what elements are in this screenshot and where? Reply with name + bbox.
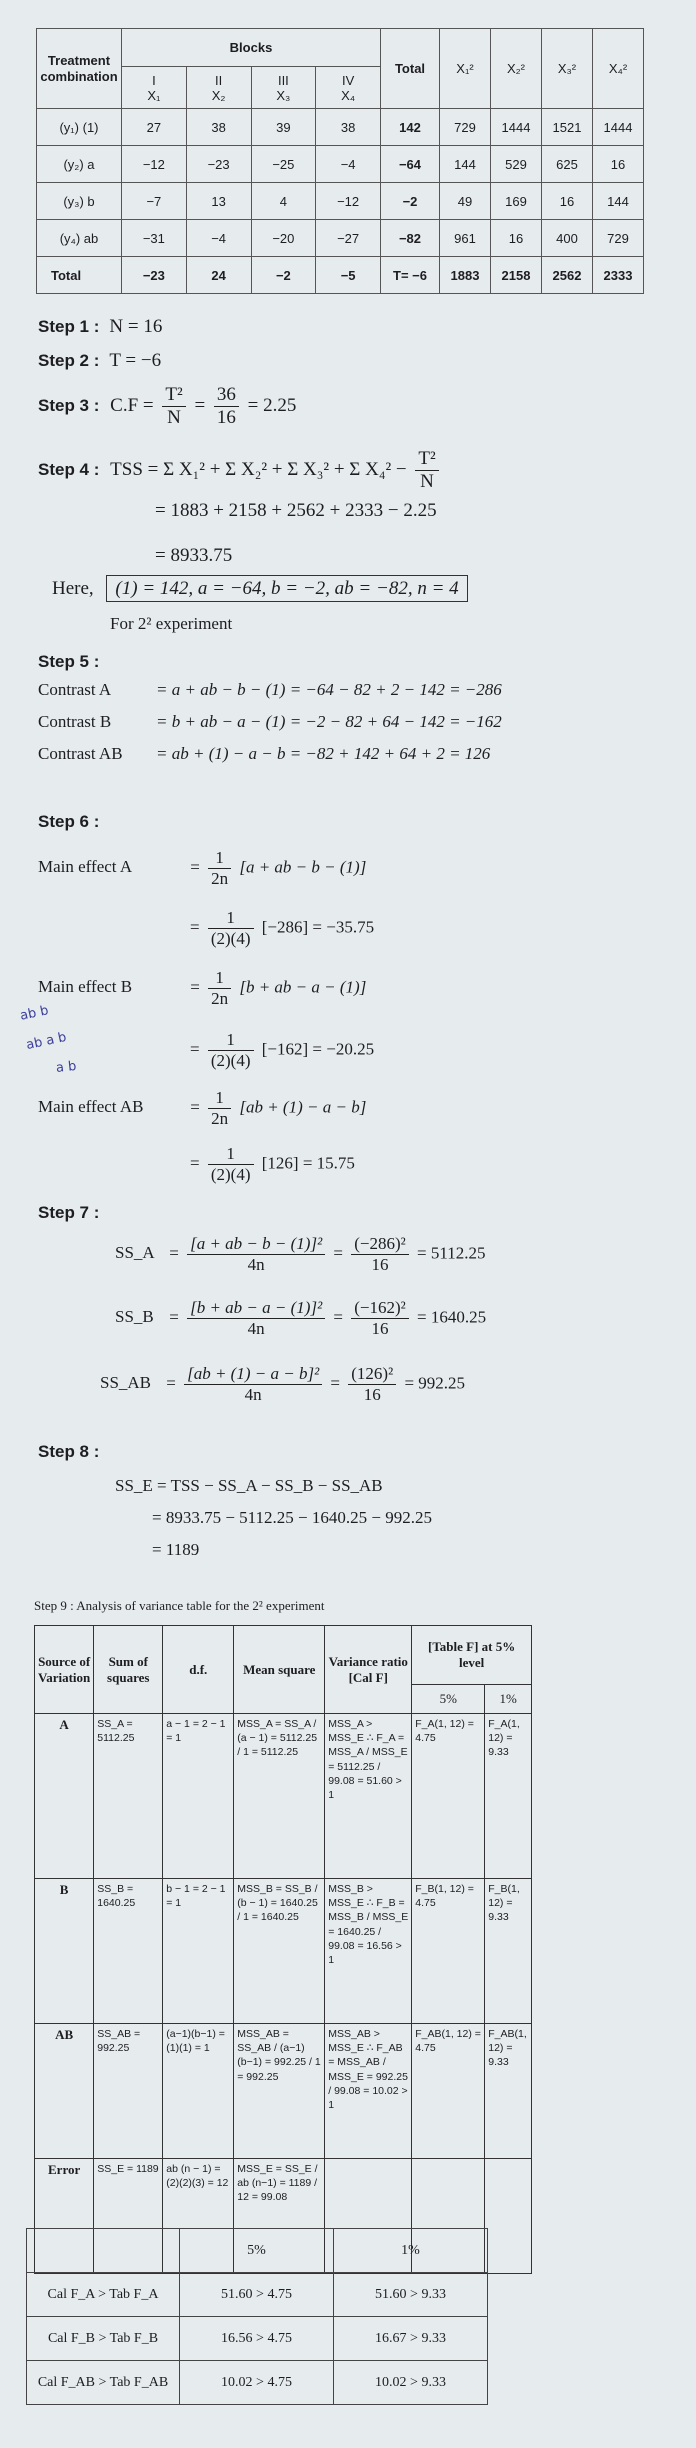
table-cell: 27	[122, 109, 187, 146]
table-cell: 39	[251, 109, 316, 146]
anova-cell-src: A	[35, 1714, 94, 1879]
table-cell: −12	[122, 146, 187, 183]
anova-cell-ss: SS_E = 1189	[94, 2159, 163, 2274]
anova-cell-ss: SS_B = 1640.25	[94, 1879, 163, 2024]
anova-cell-f5: F_AB(1, 12) = 4.75	[412, 2024, 485, 2159]
table-cell: −5	[316, 257, 381, 294]
sse-line-2: = 8933.75 − 5112.25 − 1640.25 − 992.25	[152, 1508, 432, 1527]
table-cell: 16	[491, 220, 542, 257]
table-cell: 142	[381, 109, 440, 146]
table-cell: −7	[122, 183, 187, 220]
step-6-label: Step 6 :	[38, 812, 100, 831]
row-label: (y₂) a	[37, 146, 122, 183]
table-row	[37, 183, 644, 220]
step-8-label: Step 8 :	[38, 1442, 100, 1461]
table-cell: 16	[593, 146, 644, 183]
table-cell: −4	[316, 146, 381, 183]
table-cell: −23	[122, 257, 187, 294]
row-label: (y₃) b	[37, 183, 122, 220]
anova-cell-ms: MSS_E = SS_E / ab (n−1) = 1189 / 12 = 99.08	[234, 2159, 325, 2274]
anova-row	[35, 1714, 532, 1879]
for-22-experiment: For 2² experiment	[110, 614, 233, 633]
table-row	[37, 257, 644, 294]
table-cell: 1444	[593, 109, 644, 146]
comparison-cell-v1: 10.02 > 9.33	[334, 2361, 488, 2405]
anova-cell-ms: MSS_AB = SS_AB / (a−1)(b−1) = 992.25 / 1 = 992.25	[234, 2024, 325, 2159]
anova-cell-f1: F_AB(1, 12) = 9.33	[485, 2024, 532, 2159]
comparison-row	[27, 2361, 488, 2405]
table-cell: 2333	[593, 257, 644, 294]
table-cell: 729	[440, 109, 491, 146]
corner-header: Treatment combination	[37, 29, 122, 109]
step-3: Step 3 : C.F = $\frac{\text{T²}}{N}$ = $\frac{36}{16}$ = 2.25	[38, 384, 297, 428]
step-1: Step 1 : N = 16	[38, 316, 163, 337]
anova-cell-src: Error	[35, 2159, 94, 2274]
anova-cell-f1	[485, 2159, 532, 2274]
table-cell: 144	[440, 146, 491, 183]
anova-cell-df: ab (n − 1) = (2)(2)(3) = 12	[163, 2159, 234, 2274]
anova-cell-ss: SS_A = 5112.25	[94, 1714, 163, 1879]
anova-table	[34, 1625, 532, 2274]
contrast-ab: Contrast AB = ab + (1) − a − b = −82 + 142 + 64 + 2 = 126	[38, 744, 491, 763]
ss-ab: SS_AB = $\frac{\text{[ab + (1) − a − b]²}}{4n}$ = $\frac{\text{(126)²}}{16}$ = 992.25	[100, 1364, 466, 1404]
table-cell: −31	[122, 220, 187, 257]
table-cell: −82	[381, 220, 440, 257]
sse-line-1: SS_E = TSS − SS_A − SS_B − SS_AB	[115, 1476, 383, 1495]
anova-h-ms: Mean square	[234, 1626, 325, 1714]
handwritten-note-2: ab a b	[24, 1029, 68, 1054]
table-row	[37, 109, 644, 146]
anova-cell-f1: F_A(1, 12) = 9.33	[485, 1714, 532, 1879]
comparison-table	[26, 2228, 488, 2405]
table-cell: 144	[593, 183, 644, 220]
here-line: Here, (1) = 142, a = −64, b = −2, ab = −82, n = 4	[52, 578, 468, 600]
anova-h-1pct: 1%	[485, 1685, 532, 1714]
anova-row	[35, 2024, 532, 2159]
table-cell: −25	[251, 146, 316, 183]
comparison-cell-v1: 16.67 > 9.33	[334, 2317, 488, 2361]
table-cell: −23	[186, 146, 251, 183]
step-9-caption: Step 9 : Analysis of variance table for the 2² experiment	[34, 1598, 325, 1613]
anova-cell-ms: MSS_B = SS_B / (b − 1) = 1640.25 / 1 = 1640.25	[234, 1879, 325, 2024]
anova-cell-df: a − 1 = 2 − 1 = 1	[163, 1714, 234, 1879]
anova-cell-vr: MSS_B > MSS_E ∴ F_B = MSS_B / MSS_E = 1640.25 / 99.08 = 16.56 > 1	[325, 1879, 412, 2024]
anova-cell-ms: MSS_A = SS_A / (a − 1) = 5112.25 / 1 = 5112.25	[234, 1714, 325, 1879]
cmp-h-1pct: 1%	[334, 2229, 488, 2273]
main-effect-ab-value: = $\frac{1}{(2)(4)}$ [126] = 15.75	[190, 1144, 355, 1184]
table-cell: 1521	[542, 109, 593, 146]
anova-cell-df: b − 1 = 2 − 1 = 1	[163, 1879, 234, 2024]
blocks-header: Blocks	[122, 29, 381, 67]
cmp-h-5pct: 5%	[180, 2229, 334, 2273]
tss-line-3: = 8933.75	[155, 545, 233, 566]
row-label: Total	[37, 257, 122, 294]
anova-cell-vr: MSS_A > MSS_E ∴ F_A = MSS_A / MSS_E = 5112.25 / 99.08 = 51.60 > 1	[325, 1714, 412, 1879]
table-cell: 169	[491, 183, 542, 220]
table-cell: 1883	[440, 257, 491, 294]
ss-a: SS_A = $\frac{\text{[a + ab − b − (1)]²}}{4n}$ = $\frac{\text{(−286)²}}{16}$ = 5112.25	[115, 1234, 486, 1274]
anova-cell-ss: SS_AB = 992.25	[94, 2024, 163, 2159]
comparison-row	[27, 2273, 488, 2317]
table-row	[37, 146, 644, 183]
table-cell: 24	[186, 257, 251, 294]
anova-cell-vr: MSS_AB > MSS_E ∴ F_AB = MSS_AB / MSS_E = 992.25 / 99.08 = 10.02 > 1	[325, 2024, 412, 2159]
cf-value-fraction: $\frac{36}{16}$	[214, 384, 239, 429]
block-col-1: I X₁	[122, 67, 187, 109]
anova-cell-src: B	[35, 1879, 94, 2024]
anova-cell-f5: F_B(1, 12) = 4.75	[412, 1879, 485, 2024]
sq-header-4: X₄²	[593, 29, 644, 109]
table-cell: 16	[542, 183, 593, 220]
table-row	[37, 220, 644, 257]
tss-line-2: = 1883 + 2158 + 2562 + 2333 − 2.25	[155, 500, 437, 521]
main-effect-b-value: = $\frac{1}{(2)(4)}$ [−162] = −20.25	[190, 1030, 375, 1070]
total-header: Total	[381, 29, 440, 109]
anova-h-df: d.f.	[163, 1626, 234, 1714]
anova-h-ss: Sum of squares	[94, 1626, 163, 1714]
comparison-row	[27, 2317, 488, 2361]
handwritten-note-1: ab b	[18, 1003, 50, 1024]
table-cell: 38	[186, 109, 251, 146]
step-4: Step 4 : TSS = Σ X₁² + Σ X₂² + Σ X₃² + Σ X₄² − $\frac{\text{T²}}{N}$	[38, 448, 443, 493]
table-cell: 1444	[491, 109, 542, 146]
table-cell: 49	[440, 183, 491, 220]
sq-header-2: X₂²	[491, 29, 542, 109]
main-effect-a: Main effect A = $\frac{1}{2n}$ [a + ab − b − (1)]	[38, 848, 367, 888]
table-cell: −64	[381, 146, 440, 183]
table-cell: T= −6	[381, 257, 440, 294]
block-col-4: IV X₄	[316, 67, 381, 109]
table-cell: −27	[316, 220, 381, 257]
table-cell: 4	[251, 183, 316, 220]
block-col-2: II X₂	[186, 67, 251, 109]
table-cell: 729	[593, 220, 644, 257]
contrast-a: Contrast A = a + ab − b − (1) = −64 − 82 + 2 − 142 = −286	[38, 680, 502, 699]
table-cell: −20	[251, 220, 316, 257]
anova-row	[35, 1879, 532, 2024]
comparison-cell-v5: 51.60 > 4.75	[180, 2273, 334, 2317]
table-cell: 961	[440, 220, 491, 257]
handwritten-note-3: a b	[55, 1058, 78, 1077]
comparison-cell-lbl: Cal F_B > Tab F_B	[27, 2317, 180, 2361]
comparison-cell-lbl: Cal F_A > Tab F_A	[27, 2273, 180, 2317]
comparison-cell-v1: 51.60 > 9.33	[334, 2273, 488, 2317]
sq-header-1: X₁²	[440, 29, 491, 109]
step-2: Step 2 : T = −6	[38, 350, 162, 371]
table-cell: 625	[542, 146, 593, 183]
table-cell: −12	[316, 183, 381, 220]
table-cell: 13	[186, 183, 251, 220]
comparison-cell-v5: 10.02 > 4.75	[180, 2361, 334, 2405]
main-effect-b: Main effect B = $\frac{1}{2n}$ [b + ab − a − (1)]	[38, 968, 367, 1008]
table-cell: −4	[186, 220, 251, 257]
table-cell: 2562	[542, 257, 593, 294]
sq-header-3: X₃²	[542, 29, 593, 109]
anova-h-vr: Variance ratio [Cal F]	[325, 1626, 412, 1714]
row-label: (y₁) (1)	[37, 109, 122, 146]
main-effect-ab: Main effect AB = $\frac{1}{2n}$ [ab + (1) − a − b]	[38, 1088, 367, 1128]
row-label: (y₄) ab	[37, 220, 122, 257]
anova-h-5pct: 5%	[412, 1685, 485, 1714]
table-cell: 2158	[491, 257, 542, 294]
table-cell: −2	[251, 257, 316, 294]
step-5-label: Step 5 :	[38, 652, 100, 671]
comparison-cell-lbl: Cal F_AB > Tab F_AB	[27, 2361, 180, 2405]
anova-h-tablef: [Table F] at 5% level	[412, 1626, 532, 1685]
main-effect-a-value: = $\frac{1}{(2)(4)}$ [−286] = −35.75	[190, 908, 375, 948]
table-cell: 400	[542, 220, 593, 257]
contrast-b: Contrast B = b + ab − a − (1) = −2 − 82 + 64 − 142 = −162	[38, 712, 502, 731]
anova-cell-df: (a−1)(b−1) = (1)(1) = 1	[163, 2024, 234, 2159]
given-values-box: (1) = 142, a = −64, b = −2, ab = −82, n = 4	[106, 575, 467, 602]
cf-fraction: $\frac{\text{T²}}{N}$	[162, 384, 185, 429]
step-7-label: Step 7 :	[38, 1203, 100, 1222]
blocks-table	[36, 28, 644, 294]
anova-cell-f1: F_B(1, 12) = 9.33	[485, 1879, 532, 2024]
table-cell: 38	[316, 109, 381, 146]
ss-b: SS_B = $\frac{\text{[b + ab − a − (1)]²}}{4n}$ = $\frac{\text{(−162)²}}{16}$ = 1640.25	[115, 1298, 487, 1338]
sse-line-3: = 1189	[152, 1540, 200, 1559]
anova-h-source: Source of Variation	[35, 1626, 94, 1714]
table-cell: −2	[381, 183, 440, 220]
anova-cell-src: AB	[35, 2024, 94, 2159]
table-cell: 529	[491, 146, 542, 183]
block-col-3: III X₃	[251, 67, 316, 109]
comparison-cell-v5: 16.56 > 4.75	[180, 2317, 334, 2361]
anova-cell-f5: F_A(1, 12) = 4.75	[412, 1714, 485, 1879]
